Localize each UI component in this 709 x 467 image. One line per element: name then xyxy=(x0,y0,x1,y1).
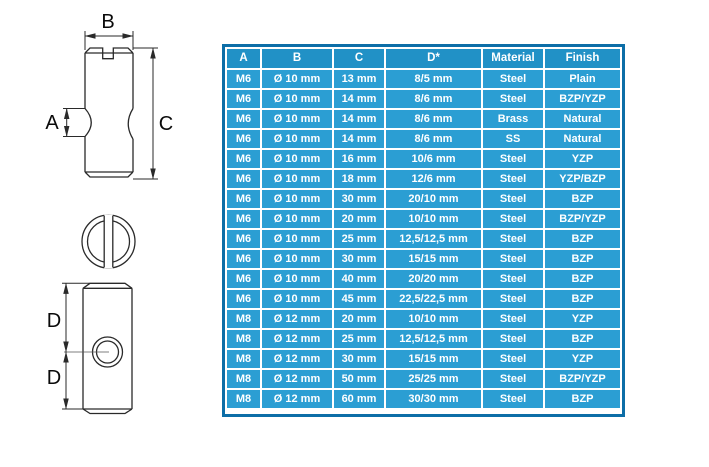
table-cell: Ø 10 mm xyxy=(262,130,332,148)
table-cell: 10/6 mm xyxy=(386,150,481,168)
dimension-d-upper-label: D xyxy=(46,310,62,332)
table-cell: M6 xyxy=(227,70,260,88)
table-cell: BZP xyxy=(545,390,620,408)
table-cell: 30 mm xyxy=(334,350,384,368)
table-cell: Steel xyxy=(483,370,543,388)
front-view xyxy=(64,283,132,413)
table-cell: Ø 10 mm xyxy=(262,250,332,268)
table-row xyxy=(227,310,620,328)
table-cell: 8/6 mm xyxy=(386,130,481,148)
dimension-c-extension-lines xyxy=(133,48,158,179)
table-cell: Steel xyxy=(483,310,543,328)
table-cell: 30/30 mm xyxy=(386,390,481,408)
table-cell: BZP/YZP xyxy=(545,370,620,388)
table-cell: 8/6 mm xyxy=(386,110,481,128)
table-cell: M6 xyxy=(227,110,260,128)
table-cell: 50 mm xyxy=(334,370,384,388)
table-cell: M6 xyxy=(227,290,260,308)
table-cell: YZP/BZP xyxy=(545,170,620,188)
table-row xyxy=(227,270,620,288)
table-cell: Ø 12 mm xyxy=(262,310,332,328)
table-cell: Ø 10 mm xyxy=(262,290,332,308)
table-cell: Natural xyxy=(545,130,620,148)
table-row xyxy=(227,350,620,368)
table-cell: BZP xyxy=(545,190,620,208)
table-cell: 8/5 mm xyxy=(386,70,481,88)
dimension-c-label: C xyxy=(158,113,174,135)
table-cell: Steel xyxy=(483,150,543,168)
table-cell: M6 xyxy=(227,250,260,268)
table-row xyxy=(227,130,620,148)
table-body xyxy=(227,70,620,408)
table-row xyxy=(227,70,620,88)
table-cell: Ø 10 mm xyxy=(262,70,332,88)
table-cell: Ø 10 mm xyxy=(262,230,332,248)
front-view-bottom-edge xyxy=(83,409,132,414)
table-cell: Brass xyxy=(483,110,543,128)
table-cell: M8 xyxy=(227,370,260,388)
column-header: A xyxy=(227,49,260,68)
table-cell: BZP xyxy=(545,330,620,348)
table-row xyxy=(227,330,620,348)
table-cell: Steel xyxy=(483,350,543,368)
table-cell: Steel xyxy=(483,290,543,308)
table-cell: 25 mm xyxy=(334,330,384,348)
table-cell: M6 xyxy=(227,190,260,208)
table-cell: Ø 10 mm xyxy=(262,90,332,108)
table-cell: 20 mm xyxy=(334,210,384,228)
table-cell: 14 mm xyxy=(334,110,384,128)
table-cell: 22,5/22,5 mm xyxy=(386,290,481,308)
table-cell: Steel xyxy=(483,70,543,88)
column-header: Finish xyxy=(545,49,620,68)
table-cell: 10/10 mm xyxy=(386,310,481,328)
table-cell: Steel xyxy=(483,330,543,348)
front-view-top-chamfer xyxy=(83,283,132,288)
table-cell: BZP/YZP xyxy=(545,210,620,228)
table-cell: Steel xyxy=(483,90,543,108)
table-cell: BZP/YZP xyxy=(545,90,620,108)
table-cell: 15/15 mm xyxy=(386,350,481,368)
table-cell: M6 xyxy=(227,150,260,168)
table-row xyxy=(227,190,620,208)
table-cell: 20/10 mm xyxy=(386,190,481,208)
table-cell: SS xyxy=(483,130,543,148)
table-cell: YZP xyxy=(545,350,620,368)
table-cell: Steel xyxy=(483,170,543,188)
dimension-a-label: A xyxy=(45,112,59,134)
table-cell: M8 xyxy=(227,350,260,368)
table-cell: Steel xyxy=(483,230,543,248)
table-cell: M6 xyxy=(227,270,260,288)
table-cell: 30 mm xyxy=(334,250,384,268)
table-cell: BZP xyxy=(545,290,620,308)
table-cell: BZP xyxy=(545,250,620,268)
table-row xyxy=(227,250,620,268)
table-cell: M6 xyxy=(227,170,260,188)
table-row xyxy=(227,390,620,408)
dimension-a xyxy=(45,109,85,137)
table-row xyxy=(227,170,620,188)
side-view-left-hole-arc xyxy=(85,109,91,137)
table-cell: 18 mm xyxy=(334,170,384,188)
table-cell: Ø 12 mm xyxy=(262,350,332,368)
top-view-slot-fill xyxy=(104,215,113,269)
table-row xyxy=(227,290,620,308)
table-cell: BZP xyxy=(545,230,620,248)
dimension-d-lower-label: D xyxy=(46,367,62,389)
table-cell: Steel xyxy=(483,250,543,268)
header-row xyxy=(227,49,620,68)
side-view-bottom-edge xyxy=(85,172,133,177)
table-cell: 30 mm xyxy=(334,190,384,208)
column-header: B xyxy=(262,49,332,68)
column-header: Material xyxy=(483,49,543,68)
dimension-b-extension-lines xyxy=(85,31,133,50)
dimension-b xyxy=(85,11,133,50)
table-cell: 25/25 mm xyxy=(386,370,481,388)
table-cell: M6 xyxy=(227,90,260,108)
table-cell: 45 mm xyxy=(334,290,384,308)
table-cell: Ø 10 mm xyxy=(262,110,332,128)
table-cell: YZP xyxy=(545,150,620,168)
table-cell: Ø 12 mm xyxy=(262,390,332,408)
table-cell: 12,5/12,5 mm xyxy=(386,330,481,348)
table-cell: 14 mm xyxy=(334,90,384,108)
table-cell: M8 xyxy=(227,330,260,348)
table-cell: Ø 10 mm xyxy=(262,170,332,188)
table-cell: 15/15 mm xyxy=(386,250,481,268)
table-row xyxy=(227,110,620,128)
table-cell: Plain xyxy=(545,70,620,88)
table-cell: M8 xyxy=(227,310,260,328)
table-cell: 12/6 mm xyxy=(386,170,481,188)
table-cell: Steel xyxy=(483,210,543,228)
table-cell: Ø 10 mm xyxy=(262,150,332,168)
table-cell: Steel xyxy=(483,190,543,208)
table-cell: YZP xyxy=(545,310,620,328)
table-cell: 12,5/12,5 mm xyxy=(386,230,481,248)
table-row xyxy=(227,370,620,388)
table-cell: M8 xyxy=(227,390,260,408)
table-cell: 13 mm xyxy=(334,70,384,88)
table-cell: Ø 12 mm xyxy=(262,330,332,348)
table-cell: 8/6 mm xyxy=(386,90,481,108)
front-view-side-edges xyxy=(83,288,132,409)
side-view xyxy=(85,48,133,177)
table-cell: M6 xyxy=(227,130,260,148)
column-header: D* xyxy=(386,49,481,68)
table-cell: Ø 10 mm xyxy=(262,270,332,288)
table-cell: 20 mm xyxy=(334,310,384,328)
table-row xyxy=(227,150,620,168)
table-cell: 60 mm xyxy=(334,390,384,408)
table-row xyxy=(227,210,620,228)
column-header: C xyxy=(334,49,384,68)
table-cell: 25 mm xyxy=(334,230,384,248)
dimension-c xyxy=(133,48,173,179)
table-row xyxy=(227,230,620,248)
side-view-right-hole-arc xyxy=(128,109,133,140)
table-cell: Natural xyxy=(545,110,620,128)
table-cell: 10/10 mm xyxy=(386,210,481,228)
table-cell: 16 mm xyxy=(334,150,384,168)
table-cell: M6 xyxy=(227,210,260,228)
table-cell: Ø 12 mm xyxy=(262,370,332,388)
table-cell: Steel xyxy=(483,270,543,288)
table-row xyxy=(227,90,620,108)
table-cell: BZP xyxy=(545,270,620,288)
top-view xyxy=(82,215,135,269)
spec-table-container xyxy=(222,44,625,417)
table-cell: 40 mm xyxy=(334,270,384,288)
table-cell: Ø 10 mm xyxy=(262,190,332,208)
table-cell: 14 mm xyxy=(334,130,384,148)
spec-table xyxy=(225,47,622,410)
table-cell: Ø 10 mm xyxy=(262,210,332,228)
dimension-b-label: B xyxy=(101,11,115,33)
table-cell: Steel xyxy=(483,390,543,408)
table-cell: 20/20 mm xyxy=(386,270,481,288)
barrel-nut-technical-drawing xyxy=(28,8,188,440)
table-cell: M6 xyxy=(227,230,260,248)
